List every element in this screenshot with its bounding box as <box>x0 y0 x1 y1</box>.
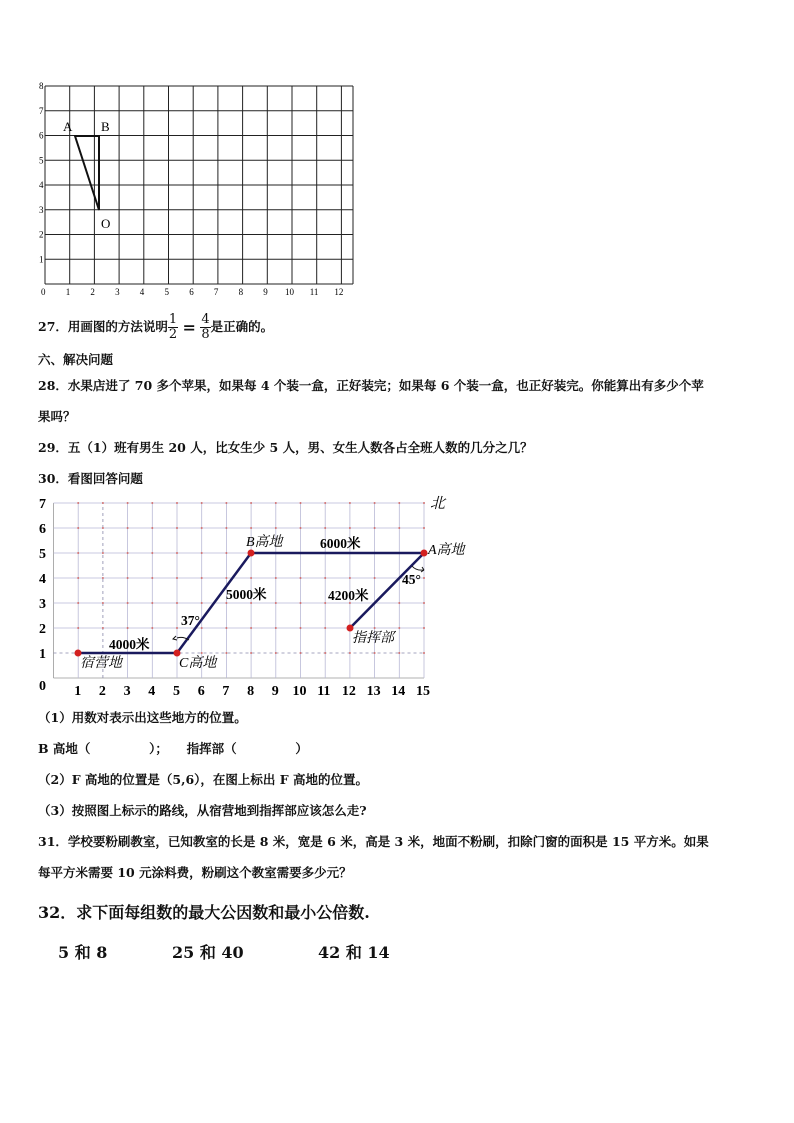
map-grid-dot <box>324 652 326 654</box>
question-30-title: 30．看图回答问题 <box>38 471 143 486</box>
map-grid-dot <box>176 552 178 554</box>
map-grid-dot <box>423 577 425 579</box>
map-x-tick-label: 3 <box>123 684 131 699</box>
map-grid-dot <box>423 652 425 654</box>
map-x-tick-label: 12 <box>341 684 356 699</box>
map-grid-dot <box>176 627 178 629</box>
question-30-part2: （2）F 高地的位置是（5,6），在图上标出 F 高地的位置。 <box>38 772 368 787</box>
map-grid-dot <box>374 527 376 529</box>
label-camp: 宿营地 <box>80 656 122 671</box>
blank-hq-end: ） <box>295 741 308 756</box>
map-grid-dot <box>275 577 277 579</box>
map-x-tick-label: 1 <box>74 684 82 699</box>
map-grid-dot <box>324 502 326 504</box>
map-x-tick-label: 6 <box>197 684 205 699</box>
q27-suffix: 是正确的。 <box>210 319 274 334</box>
map-grid-dot <box>102 527 104 529</box>
map-y-tick-label: 7 <box>39 497 46 512</box>
map-x-tick-label: 8 <box>247 684 255 699</box>
map-grid-dot <box>300 577 302 579</box>
map-grid-dot <box>151 527 153 529</box>
map-grid-dot <box>201 652 203 654</box>
question-28-line1: 28．水果店进了 70 多个苹果，如果每 4 个装一盒，正好装完；如果每 6 个装一盒，也正好装完。你能算出有多少个苹 <box>38 378 704 393</box>
point-b-label: B <box>101 119 110 134</box>
map-grid-dot <box>398 627 400 629</box>
frac2-denominator: 8 <box>201 327 210 342</box>
q27-prefix: 27．用画图的方法说明 <box>38 319 168 334</box>
question-30-part3: （3）按照图上标示的路线，从宿营地到指挥部应该怎么走? <box>38 803 367 818</box>
label-c: C高地 <box>179 656 217 671</box>
map-grid-dot <box>201 627 203 629</box>
map-x-tick-label: 2 <box>98 684 106 699</box>
map-grid-dot <box>423 502 425 504</box>
question-27 <box>38 313 273 342</box>
distance-a-hq: 4200米 <box>328 588 369 603</box>
right-triangle-abo <box>75 136 99 210</box>
map-grid-dot <box>151 627 153 629</box>
blank-b-label: B 高地（ <box>38 741 91 756</box>
grid-x-tick-label: 2 <box>90 287 95 297</box>
map-grid-dot <box>300 527 302 529</box>
map-grid-dot <box>77 602 79 604</box>
map-grid-dot <box>176 577 178 579</box>
map-grid-dot <box>102 627 104 629</box>
grid-y-tick-label: 4 <box>39 180 44 190</box>
map-grid-dot <box>176 602 178 604</box>
map-grid-dot <box>77 502 79 504</box>
question-31-line1: 31．学校要粉刷教室，已知教室的长是 8 米，宽是 6 米，高是 3 米，地面不粉刷，扣除门窗的面积是 15 平方米。如果 <box>38 834 709 849</box>
map-origin-label: 0 <box>39 679 46 694</box>
map-grid-dot <box>77 577 79 579</box>
map-grid-dot <box>201 502 203 504</box>
map-grid-dot <box>250 502 252 504</box>
map-grid-dot <box>77 527 79 529</box>
grid-x-tick-label: 9 <box>263 287 268 297</box>
blank-hq-label: 指挥部（ <box>186 741 237 756</box>
map-grid-dot <box>127 502 129 504</box>
map-grid-dot <box>127 627 129 629</box>
map-x-tick-label: 9 <box>271 684 279 699</box>
grid-x-tick-label: 12 <box>334 287 344 297</box>
grid-x-tick-label: 4 <box>139 287 145 297</box>
map-x-tick-label: 11 <box>317 684 331 699</box>
map-grid-dot <box>127 602 129 604</box>
grid-x-tick-label: 7 <box>213 287 219 297</box>
map-grid-dot <box>349 502 351 504</box>
map-grid-dot <box>324 627 326 629</box>
label-hq: 指挥部 <box>352 631 394 646</box>
grid-y-tick-label: 8 <box>39 81 44 91</box>
frac1-denominator: 2 <box>168 327 178 342</box>
grid-figure <box>30 80 370 302</box>
grid-x-tick-label: 11 <box>309 287 319 297</box>
grid-x-tick-label: 5 <box>164 287 169 297</box>
map-y-ticks <box>39 497 46 662</box>
grid-y-tick-label: 7 <box>39 105 44 116</box>
map-grid-dot <box>398 602 400 604</box>
map-grid-dot <box>275 627 277 629</box>
map-grid-dot <box>324 602 326 604</box>
map-grid-dot <box>151 552 153 554</box>
map-grid-dot <box>127 577 129 579</box>
map-grid-dot <box>423 527 425 529</box>
point-b <box>248 550 255 557</box>
map-grid-dot <box>77 627 79 629</box>
question-30-blanks <box>38 739 308 757</box>
map-grid-dot <box>225 602 227 604</box>
blank-b-end: ）； <box>149 741 168 756</box>
map-y-tick-label: 2 <box>39 622 46 637</box>
grid-x-ticks <box>41 287 343 297</box>
map-x-tick-label: 10 <box>292 684 307 699</box>
map-grid-dot <box>151 502 153 504</box>
fraction-four-eighths <box>200 313 210 342</box>
question-28-line2: 果吗？ <box>38 409 76 424</box>
map-grid-dot <box>201 577 203 579</box>
map-grid-dot <box>275 652 277 654</box>
angle-arrow-a <box>421 567 424 572</box>
north-label: 北 <box>430 496 446 512</box>
map-grid-dot <box>250 602 252 604</box>
map-grid-dot <box>250 652 252 654</box>
map-y-tick-label: 3 <box>39 597 46 612</box>
map-grid-dot <box>374 502 376 504</box>
map-grid-dot <box>349 577 351 579</box>
map-grid-dot <box>349 652 351 654</box>
grid-x-tick-label: 8 <box>238 287 244 297</box>
q32-pair-3: 42 和 14 <box>318 943 390 962</box>
map-grid-dot <box>374 627 376 629</box>
map-grid-dot <box>398 502 400 504</box>
grid-x-tick-label: 6 <box>189 287 194 297</box>
map-grid-dot <box>151 577 153 579</box>
map-grid-dot <box>349 527 351 529</box>
map-grid-dot <box>275 527 277 529</box>
map-grid-dot <box>275 602 277 604</box>
map-grid-dot <box>300 627 302 629</box>
map-grid-dot <box>250 627 252 629</box>
map-grid-dot <box>250 577 252 579</box>
section-6-heading: 六、解决问题 <box>38 352 114 367</box>
map-grid-dot <box>300 652 302 654</box>
map-grid-dot <box>324 577 326 579</box>
frac1-numerator: 1 <box>168 312 178 327</box>
map-grid-dot <box>225 577 227 579</box>
equals-sign: = <box>182 318 196 337</box>
grid-y-ticks <box>39 81 44 264</box>
map-grid-dot <box>176 527 178 529</box>
map-x-tick-label: 14 <box>391 684 406 699</box>
q32-pair-1: 5 和 8 <box>58 943 108 962</box>
angle-label-c: 37° <box>181 613 200 628</box>
map-grid-dot <box>423 627 425 629</box>
map-grid-dot <box>225 652 227 654</box>
map-grid-dot <box>151 602 153 604</box>
map-grid-dot <box>225 552 227 554</box>
map-x-tick-label: 7 <box>222 684 230 699</box>
map-grid-dot <box>225 502 227 504</box>
distance-camp-c: 4000米 <box>109 637 150 652</box>
map-y-tick-label: 6 <box>39 522 46 537</box>
map-grid-dot <box>127 527 129 529</box>
map-grid-dot <box>225 527 227 529</box>
map-grid-dot <box>176 502 178 504</box>
map-grid-dot <box>225 627 227 629</box>
map-grid-dot <box>300 602 302 604</box>
map-grid-dot <box>201 552 203 554</box>
grid-x-tick-label: 10 <box>285 287 294 297</box>
map-grid-dot <box>250 527 252 529</box>
map-grid-dot <box>102 602 104 604</box>
grid-y-tick-label: 5 <box>39 155 44 166</box>
label-b: B高地 <box>246 535 283 550</box>
map-grid-dot <box>275 502 277 504</box>
map-grid-dot <box>374 652 376 654</box>
map-grid-dot <box>127 552 129 554</box>
q32-pair-2: 25 和 40 <box>172 943 244 962</box>
map-grid-dot <box>374 577 376 579</box>
grid-y-tick-label: 6 <box>39 130 44 141</box>
map-grid-dot <box>102 502 104 504</box>
map-grid-dot <box>77 552 79 554</box>
map-y-tick-label: 5 <box>39 547 46 562</box>
question-32: 32．求下面每组数的最大公因数和最小公倍数. <box>38 903 370 922</box>
map-x-ticks <box>74 684 430 699</box>
point-a-label: A <box>63 119 73 134</box>
map-grid-dot <box>201 527 203 529</box>
grid-y-tick-label: 1 <box>39 254 44 265</box>
map-grid-dot <box>398 527 400 529</box>
grid-x-tick-label: 0 <box>41 287 46 297</box>
map-grid-dot <box>102 552 104 554</box>
grid-x-tick-label: 1 <box>65 287 71 297</box>
label-a: A高地 <box>428 543 465 558</box>
distance-c-b: 5000米 <box>226 587 267 602</box>
map-x-tick-label: 5 <box>173 684 180 699</box>
map-grid-dot <box>423 602 425 604</box>
map-grid-dot <box>102 577 104 579</box>
point-o-label: O <box>101 216 111 231</box>
map-figure <box>30 492 480 702</box>
map-x-tick-label: 13 <box>366 684 381 699</box>
map-y-tick-label: 1 <box>39 647 46 662</box>
fraction-one-half <box>168 313 178 342</box>
grid-y-tick-label: 2 <box>39 229 44 240</box>
question-29: 29．五（1）班有男生 20 人，比女生少 5 人，男、女生人数各占全班人数的几分之几？ <box>38 440 533 455</box>
question-31-line2: 每平方米需要 10 元涂料费，粉刷这个教室需要多少元？ <box>38 865 352 880</box>
map-grid-dot <box>324 527 326 529</box>
frac2-numerator: 4 <box>201 312 210 327</box>
map-grid-dot <box>398 652 400 654</box>
angle-arrow-c <box>173 636 177 640</box>
map-y-tick-label: 4 <box>39 572 46 587</box>
distance-b-a: 6000米 <box>320 536 361 551</box>
map-x-tick-label: 4 <box>148 684 156 699</box>
map-x-tick-label: 15 <box>416 684 430 699</box>
grid-x-tick-label: 3 <box>115 287 120 297</box>
map-grid-dot <box>300 502 302 504</box>
grid-y-tick-label: 3 <box>39 204 44 215</box>
point-a <box>421 550 428 557</box>
angle-label-a: 45° <box>402 572 421 587</box>
question-30-part1: （1）用数对表示出这些地方的位置。 <box>38 710 247 725</box>
map-grid-dot <box>201 602 203 604</box>
